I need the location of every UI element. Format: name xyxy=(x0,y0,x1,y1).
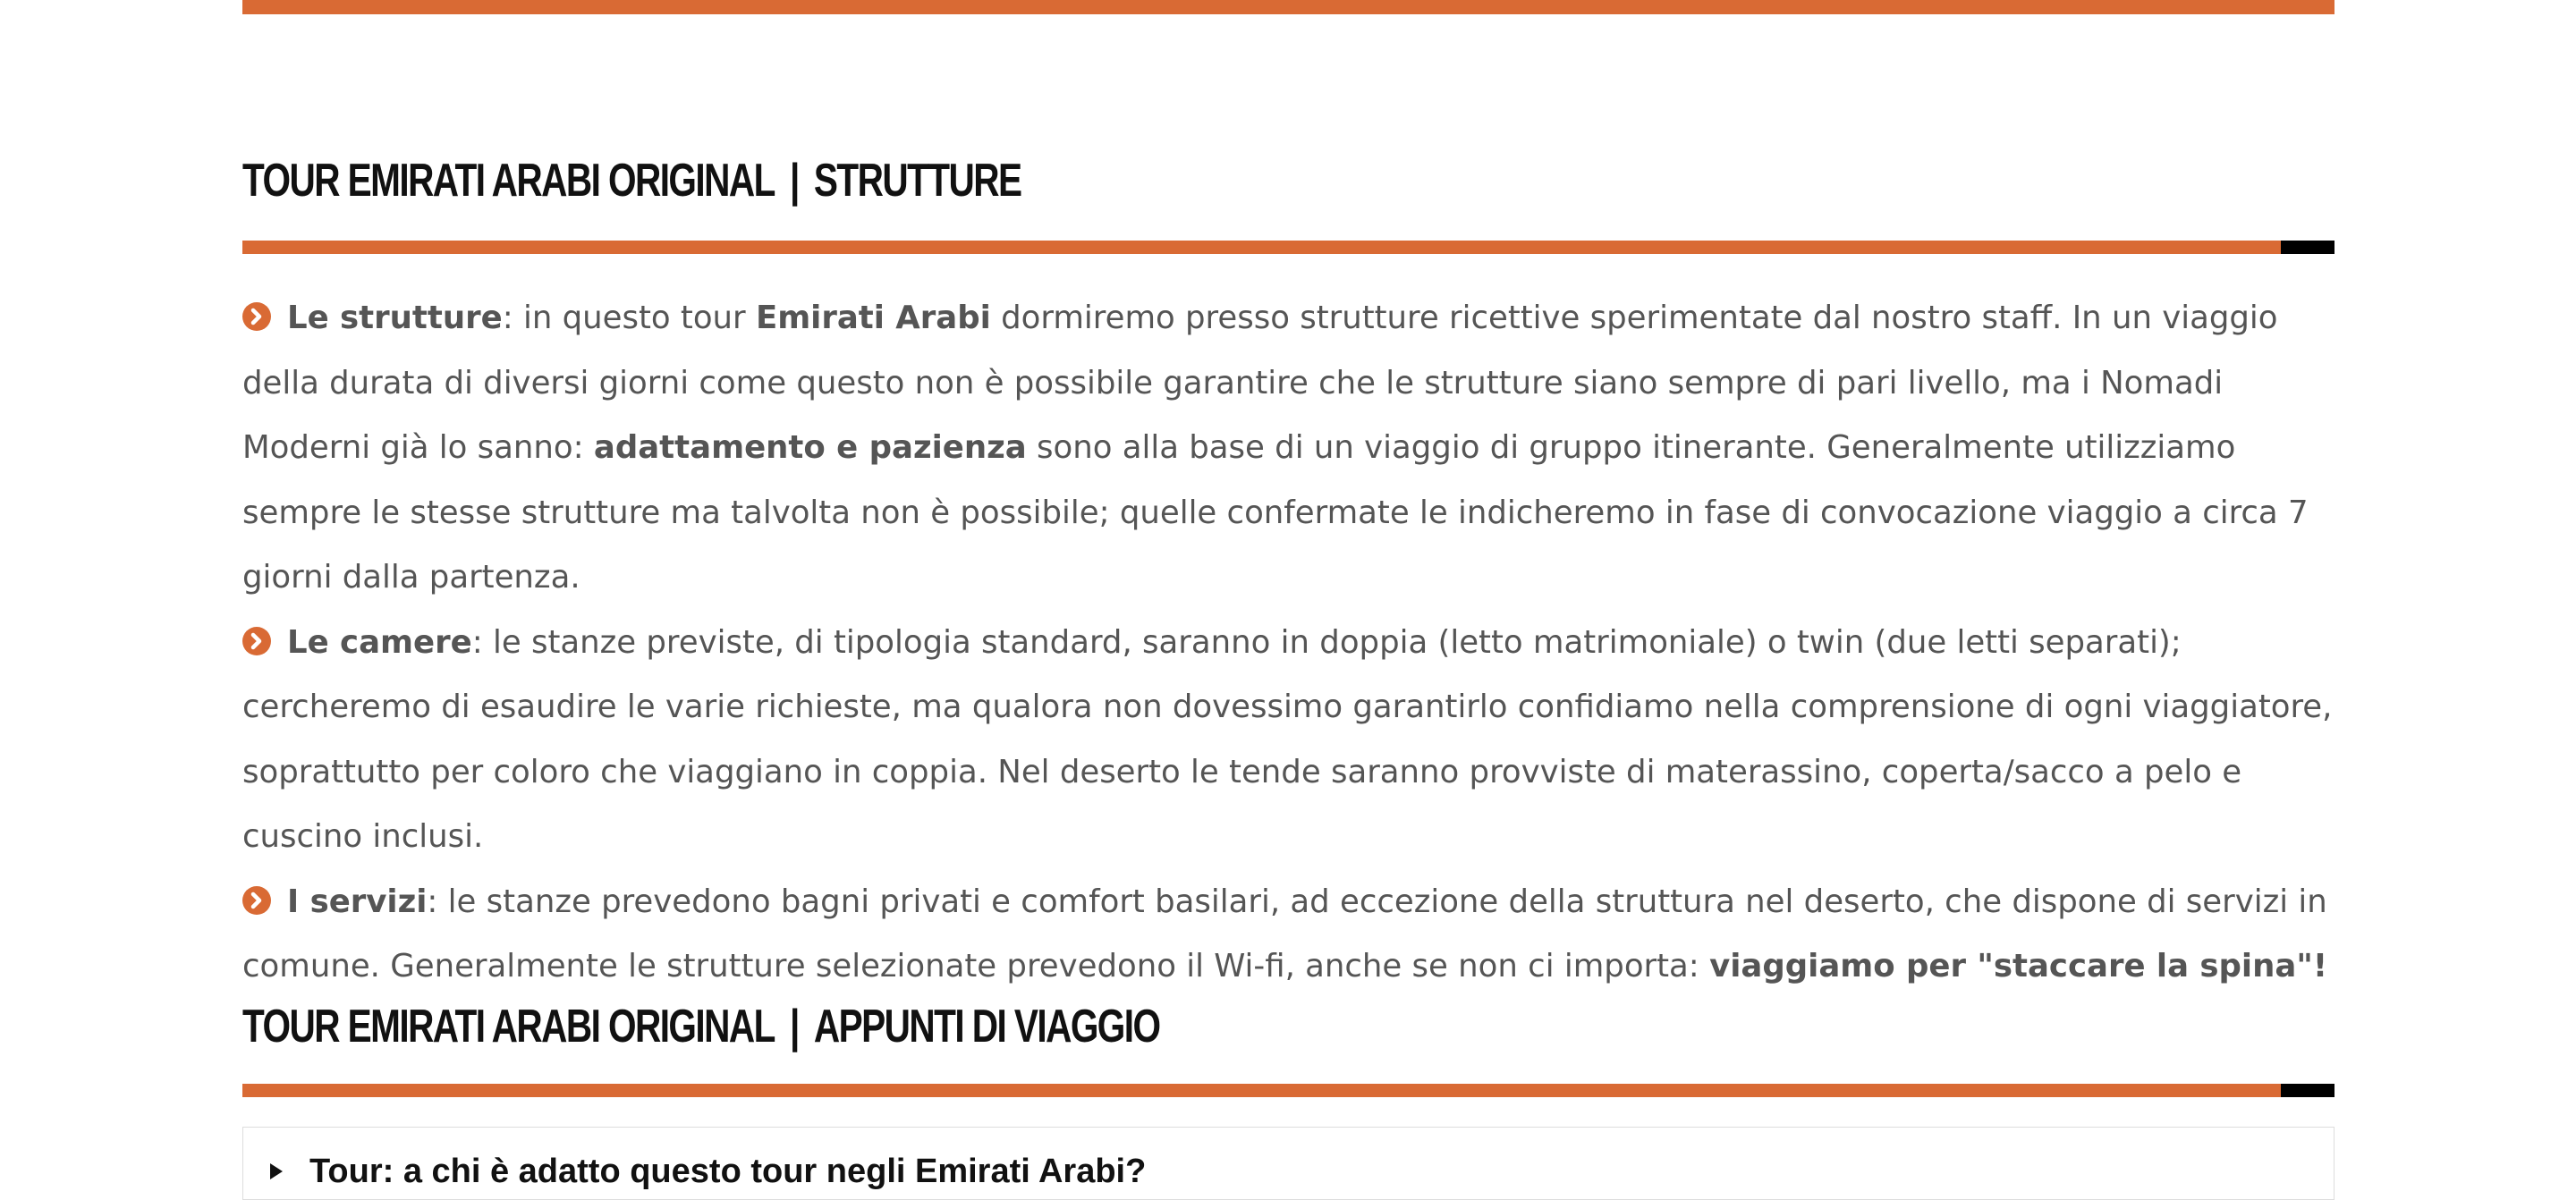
chevron-circle-right-icon xyxy=(242,886,271,915)
section-title-right: STRUTTURE xyxy=(813,155,1021,207)
section-title-rule-end xyxy=(2281,241,2334,254)
chevron-circle-right-icon xyxy=(242,302,271,331)
section-title-left: TOUR EMIRATI ARABI ORIGINAL xyxy=(242,155,775,207)
accordion-label[interactable]: Tour: a chi è adatto questo tour negli Emirati Arabi? xyxy=(309,1153,1147,1190)
chevron-circle-right-icon xyxy=(242,627,271,655)
section-title-separator: | xyxy=(789,1001,799,1052)
list-item-strutture xyxy=(242,286,2334,611)
top-accent-bar xyxy=(242,0,2334,14)
list-item-camere xyxy=(242,611,2334,870)
item-text: : in questo tour xyxy=(502,300,756,336)
section-title-rule xyxy=(242,241,2334,254)
section-title-separator: | xyxy=(789,155,799,207)
accordion-item[interactable] xyxy=(242,1127,2334,1200)
section-title-appunti xyxy=(242,1000,1159,1053)
item-bold: adattamento e pazienza xyxy=(593,429,1027,466)
item-text: dormiremo presso strutture ricettive sperimentate dal nostro staff. In un viaggio della durata di diversi giorni come questo non è possibile garantire che le strutture siano sempre di pari livello, ma i Nomadi Moderni già lo sanno: xyxy=(242,300,2278,466)
section-title-right: APPUNTI DI VIAGGIO xyxy=(813,1001,1160,1052)
strutture-content xyxy=(242,286,2334,1000)
section-title-rule-end xyxy=(2281,1084,2334,1097)
section-title-left: TOUR EMIRATI ARABI ORIGINAL xyxy=(242,1001,775,1052)
caret-right-icon xyxy=(270,1163,283,1179)
item-text: : le stanze prevedono bagni privati e comfort basilari, ad eccezione della struttura nel deserto, che dispone di servizi in comune. Generalmente le strutture selezionate prevedono il Wi-fi, anche se non ci importa: xyxy=(242,883,2327,985)
item-text: : le stanze previste, di tipologia standard, saranno in doppia (letto matrimoniale) o twin (due letti separati); cercheremo di esaudire le varie richieste, ma qualora non dovessimo garantirlo confidiamo nella comprensione di ogni viaggiatore, soprattutto per coloro che viaggiano in coppia. Nel deserto le tende saranno provviste di materassino, coperta/sacco a pelo e cuscino inclusi. xyxy=(242,623,2333,855)
item-label: Le camere xyxy=(287,623,472,661)
item-label: I servizi xyxy=(287,883,428,920)
item-bold: Emirati Arabi xyxy=(755,300,991,336)
section-title-rule xyxy=(242,1084,2334,1097)
item-label: Le strutture xyxy=(287,300,503,336)
list-item-servizi xyxy=(242,870,2334,1000)
item-text: sono alla base di un viaggio di gruppo itinerante. Generalmente utilizziamo sempre le stesse strutture ma talvolta non è possibile; quelle confermate le indicheremo in fase di convocazione viaggio a circa 7 giorni dalla partenza. xyxy=(242,429,2309,596)
section-title-strutture xyxy=(242,154,1021,207)
item-bold: viaggiamo per "staccare la spina"! xyxy=(1709,948,2328,985)
